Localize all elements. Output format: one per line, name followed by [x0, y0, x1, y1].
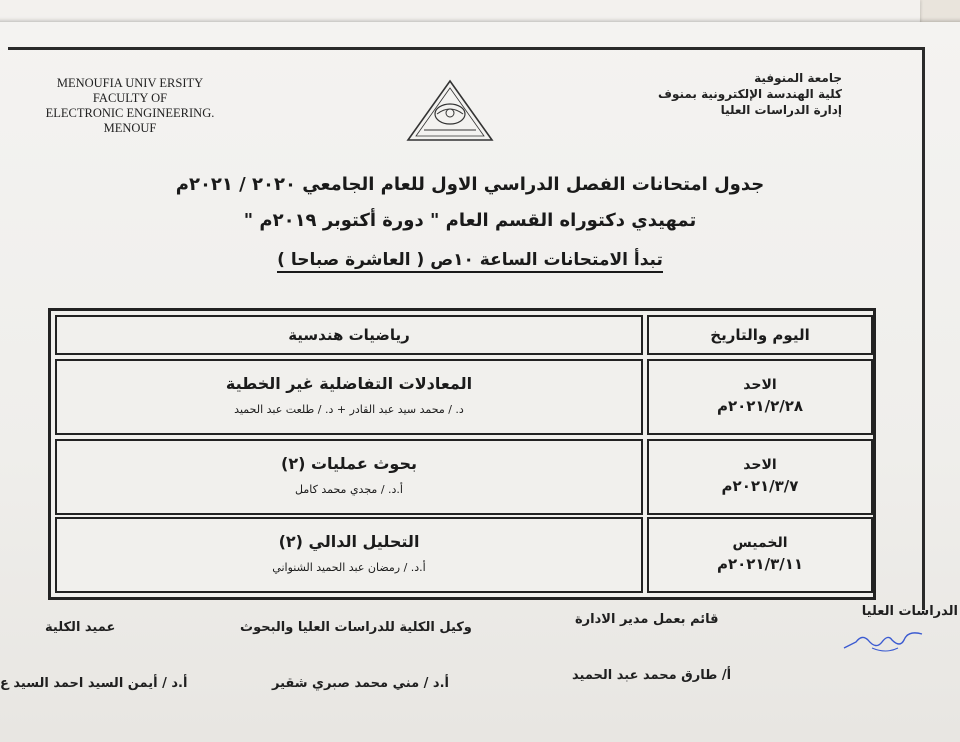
- grad-studies-title: الدراسات العليا: [861, 604, 958, 619]
- subject-name: التحليل الدالي (٢): [278, 532, 420, 551]
- exam-day: الاحد: [743, 377, 777, 393]
- exam-date: ٢٠٢١/٢/٢٨م: [716, 397, 804, 415]
- professor-name: أ.د. / رمضان عبد الحميد الشنواني: [272, 561, 426, 574]
- subject-cell: [55, 439, 643, 515]
- date-cell: [647, 439, 873, 515]
- vice-dean-title: وكيل الكلية للدراسات العليا والبحوث: [240, 620, 472, 635]
- dean-name: أ.د / أيمن السيد احمد السيد ع: [0, 676, 188, 691]
- university-logo: [404, 78, 496, 144]
- exam-schedule-table: [48, 308, 876, 600]
- university-arabic-header: [622, 70, 842, 118]
- exam-day: الخميس: [732, 535, 788, 551]
- english-line-faculty: FACULTY OF: [92, 91, 168, 105]
- english-line-engineering: ELECTRONIC ENGINEERING.: [45, 106, 215, 120]
- date-column-header: اليوم والتاريخ: [647, 315, 873, 355]
- handwritten-signature: [838, 626, 928, 656]
- exam-date: ٢٠٢١/٣/١١م: [716, 555, 804, 573]
- arabic-line-university: جامعة المنوفية: [754, 71, 842, 85]
- date-cell: [647, 359, 873, 435]
- program-subtitle: تمهيدي دكتوراه القسم العام " دورة أكتوبر ٢٠١٩م ": [243, 210, 697, 231]
- professor-name: أ.د. / مجدي محمد كامل: [295, 483, 403, 496]
- exam-day: الاحد: [743, 457, 777, 473]
- university-english-header: [20, 76, 240, 136]
- arabic-line-department: إدارة الدراسات العليا: [720, 103, 842, 117]
- date-cell: [647, 517, 873, 593]
- schedule-title: جدول امتحانات الفصل الدراسي الاول للعام الجامعي ٢٠٢٠ / ٢٠٢١م: [175, 174, 765, 195]
- professor-name: د. / محمد سيد عبد القادر + د. / طلعت عبد الحميد: [234, 403, 464, 416]
- vice-dean-name: أ.د / مني محمد صبري شقير: [272, 676, 449, 691]
- admin-manager-name: أ/ طارق محمد عبد الحميد: [572, 668, 732, 683]
- subject-cell: [55, 517, 643, 593]
- english-line-university: MENOUFIA UNIV ERSITY: [56, 76, 204, 90]
- exam-date: ٢٠٢١/٣/٧م: [721, 477, 799, 495]
- subject-name: بحوث عمليات (٢): [281, 454, 417, 473]
- arabic-line-faculty: كلية الهندسة الإلكترونية بمنوف: [658, 87, 842, 101]
- subject-name: المعادلات التفاضلية غير الخطية: [225, 374, 473, 393]
- admin-manager-title: قائم بعمل مدير الادارة: [575, 612, 719, 627]
- exam-time-note: [150, 250, 790, 270]
- subject-cell: [55, 359, 643, 435]
- subject-column-header: رياضيات هندسية: [55, 315, 643, 355]
- dean-title: عميد الكلية: [45, 620, 116, 635]
- exam-time-text: تبدأ الامتحانات الساعة ١٠ص ( العاشرة صباحا ): [277, 250, 663, 273]
- english-line-city: MENOUF: [103, 121, 157, 135]
